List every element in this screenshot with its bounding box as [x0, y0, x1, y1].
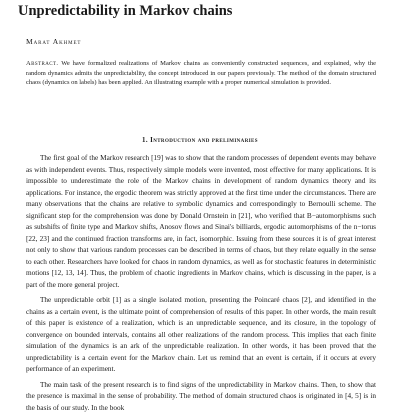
- abstract: [26, 59, 376, 88]
- paragraph-3: [26, 380, 376, 414]
- section-heading: 1. Introduction and preliminaries: [0, 136, 400, 146]
- text-fragment: the unpredictability is a certain event for the Markov chain: [26, 342, 376, 362]
- text-fragment: .: [114, 365, 116, 373]
- paragraph-2: [26, 295, 376, 376]
- text-fragment: The main task of the present research is to find signs of the unpredictability in Markov chains. Then, to show that the presence is maximal in the sense of probability. The method of domain structured chaos is originated in [4, 5] is in the basis of our study. In the book: [26, 381, 376, 412]
- text-fragment: B: [307, 212, 312, 220]
- text-fragment: −automorphisms such as subshifts of finite type and Markov shifts, Anosov flows and Sinai's billiards, ergodic automorphisms of the: [26, 212, 376, 232]
- text-fragment: n: [354, 223, 358, 231]
- abstract-text: We have formalized realizations of Markov chains as conveniently constructed sequences, and explained, why the random dynamics admits the unpredictability, the concept introduced in our papers previously. The method of the domain structured chaos (dynamics on labels) has been applied. An illustrating example with a proper numerical simulation is provided.: [26, 60, 376, 86]
- text-fragment: an event is certain, if it occurs at every performance of an experiment: [26, 354, 376, 374]
- body-text: [26, 153, 376, 414]
- paragraph-1: [26, 153, 376, 291]
- text-fragment: −torus [22, 23] and the continued fraction transforms are, in fact, isomorphic. Issuing from these sources it is of great interest not only to show that various random processes can be described in terms of chaos, but they relate equally in the sense to each other. Researchers have looked for chaos in random dynamics, as well as for stochastic features in deterministic motions [12, 13, 14]. Thus, the problem of chaotic ingredients in Markov chains, which is discussing in the paper, is a part of the more general project.: [26, 223, 376, 289]
- abstract-label: Abstract.: [26, 60, 58, 67]
- author-name: Marat Akhmet: [26, 37, 81, 47]
- text-fragment: The unpredictable orbit [1] as a single isolated motion, presenting the Poincaré chaos [2], and identified in the chains as a certain event, is the ultimate point of comprehension of results of this paper. In other words, the main result of this paper is existence of a realization, which is an unpredictable sequence, and its closure, in the topology of convergence on bounded intervals, contains all other realizations of the random process. This implies that each finite simulation of the dynamics is an ark of the unpredictable realization. In other words, it has been proved that: [26, 296, 376, 350]
- text-fragment: The first goal of the Markov research [19] was to show that the random processes of dependent events may behave as with independent events. Thus, respectively simple models were invented, most effective for many applications. It is impossible to underestimate the role of the Markov chains in development of random dynamics theory and its applications. For instance, the ergodic theorem was strictly approved at the first time under the circumstances. There are many observations that the chains are relative to symbolic dynamics and correspondingly to Bernoulli scheme. The significant step for the comprehension was done by Donald Ornstein in [21], who verified that: [26, 154, 376, 220]
- paper-title: Unpredictability in Markov chains: [18, 2, 232, 20]
- text-fragment: . Let us remind that: [193, 354, 256, 362]
